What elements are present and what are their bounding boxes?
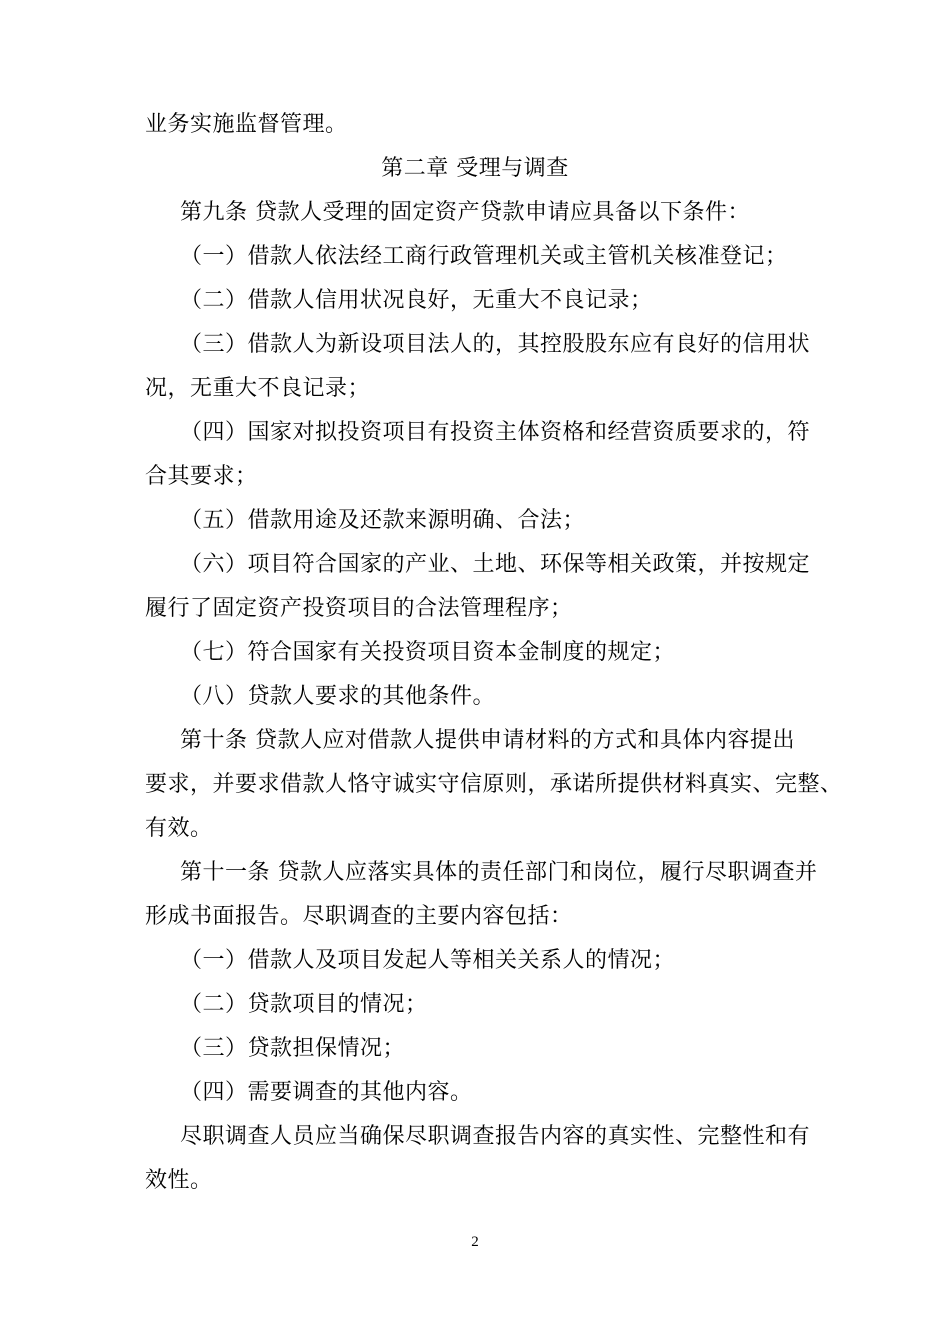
article-9-item-3-cont: 况，无重大不良记录；	[145, 376, 371, 401]
chapter-heading: 第二章 受理与调查	[381, 156, 569, 181]
page-number: 2	[471, 1234, 479, 1250]
article-9-item-1: （一）借款人依法经工商行政管理机关或主管机关核准登记；	[180, 244, 788, 269]
article-9-item-2: （二）借款人信用状况良好，无重大不良记录；	[180, 288, 653, 313]
article-9-item-7: （七）符合国家有关投资项目资本金制度的规定；	[180, 640, 676, 665]
article-11-cont: 形成书面报告。尽职调查的主要内容包括：	[145, 904, 573, 929]
article-9-item-4: （四）国家对拟投资项目有投资主体资格和经营资质要求的，符	[180, 420, 811, 445]
article-10-cont-1: 要求，并要求借款人恪守诚实守信原则，承诺所提供材料真实、完整、	[145, 772, 843, 797]
article-9-item-6-cont: 履行了固定资产投资项目的合法管理程序；	[145, 596, 573, 621]
article-11: 第十一条 贷款人应落实具体的责任部门和岗位，履行尽职调查并	[180, 860, 818, 885]
article-11-item-1: （一）借款人及项目发起人等相关关系人的情况；	[180, 948, 676, 973]
article-11-item-2: （二）贷款项目的情况；	[180, 992, 428, 1017]
article-9-item-8: （八）贷款人要求的其他条件。	[180, 684, 496, 709]
article-10: 第十条 贷款人应对借款人提供申请材料的方式和具体内容提出	[180, 728, 795, 753]
article-9-item-6: （六）项目符合国家的产业、土地、环保等相关政策，并按规定	[180, 552, 811, 577]
article-9-intro: 第九条 贷款人受理的固定资产贷款申请应具备以下条件：	[180, 200, 750, 225]
article-9-item-4-cont: 合其要求；	[145, 464, 258, 489]
article-9-item-5: （五）借款用途及还款来源明确、合法；	[180, 508, 586, 533]
article-11-item-4: （四）需要调查的其他内容。	[180, 1080, 473, 1105]
article-10-cont-2: 有效。	[145, 816, 213, 841]
article-11-closing-cont: 效性。	[145, 1168, 213, 1193]
article-9-item-3: （三）借款人为新设项目法人的，其控股股东应有良好的信用状	[180, 332, 811, 357]
article-11-item-3: （三）贷款担保情况；	[180, 1036, 406, 1061]
text-line: 业务实施监督管理。	[145, 112, 348, 137]
article-11-closing: 尽职调查人员应当确保尽职调查报告内容的真实性、完整性和有	[180, 1124, 811, 1149]
